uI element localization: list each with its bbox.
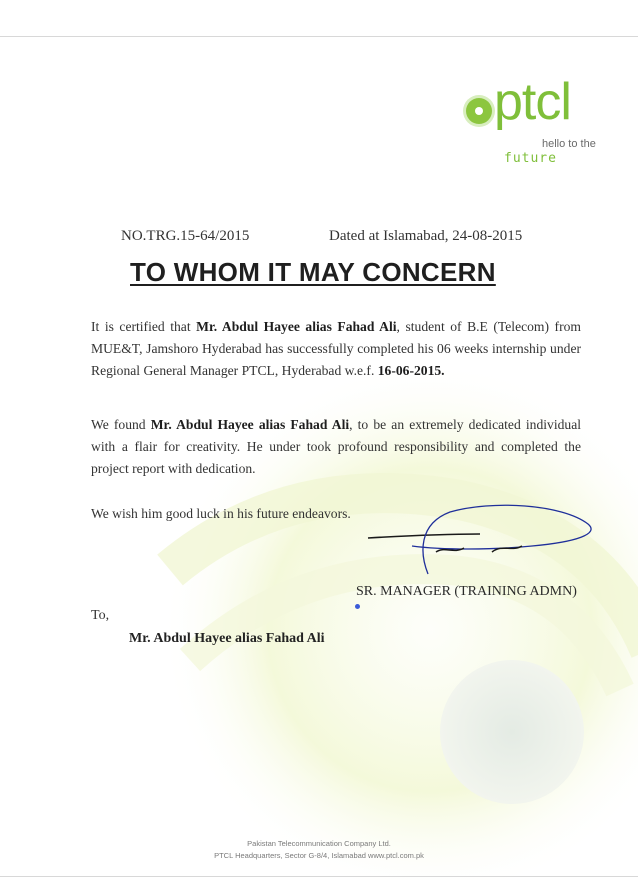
logo-tagline-line1: hello to the — [542, 138, 596, 150]
student-name: Mr. Abdul Hayee alias Fahad Ali — [196, 319, 397, 334]
ink-dot — [355, 604, 360, 609]
footer-company: Pakistan Telecommunication Company Ltd. — [247, 839, 391, 848]
assessment-paragraph: We found Mr. Abdul Hayee alias Fahad Ali, to be an extremely dedicated individual with a flair for creativity. He under took profound responsibility and completed the project report with dedication. — [91, 417, 581, 476]
logo-tagline-line2: future — [504, 151, 557, 166]
student-name-2: Mr. Abdul Hayee alias Fahad Ali — [150, 417, 350, 432]
ptcl-logo-wordmark: ptcl — [494, 73, 571, 131]
handwritten-signature — [362, 494, 602, 586]
watermark-swirl — [130, 330, 638, 880]
letter-heading: TO WHOM IT MAY CONCERN — [130, 257, 496, 287]
signatory-title: SR. MANAGER (TRAINING ADMN) — [356, 584, 577, 599]
wishes-paragraph: We wish him good luck in his future endeavors. — [91, 506, 351, 521]
page-top-edge — [0, 36, 638, 37]
page-bottom-edge — [0, 876, 638, 877]
ptcl-logo-mark-icon — [466, 98, 492, 124]
addressee-name: Mr. Abdul Hayee alias Fahad Ali — [129, 631, 325, 646]
ptcl-logo — [466, 73, 606, 172]
start-date: 16-06-2015. — [377, 363, 445, 378]
footer-address: PTCL Headquarters, Sector G-8/4, Islamabad www.ptcl.com.pk — [214, 851, 424, 860]
reference-date: Dated at Islamabad, 24-08-2015 — [329, 228, 523, 244]
addressee-label: To, — [91, 608, 110, 623]
certification-paragraph: It is certified that Mr. Abdul Hayee alias Fahad Ali, student of B.E (Telecom) from MUE&T, Jamshoro Hyderabad has successfully completed his 06 weeks internship under Regional General Manager PTCL, Hyderabad w.e.f. 16-06-2015. — [91, 319, 581, 378]
reference-number: NO.TRG.15-64/2015 — [121, 228, 250, 244]
